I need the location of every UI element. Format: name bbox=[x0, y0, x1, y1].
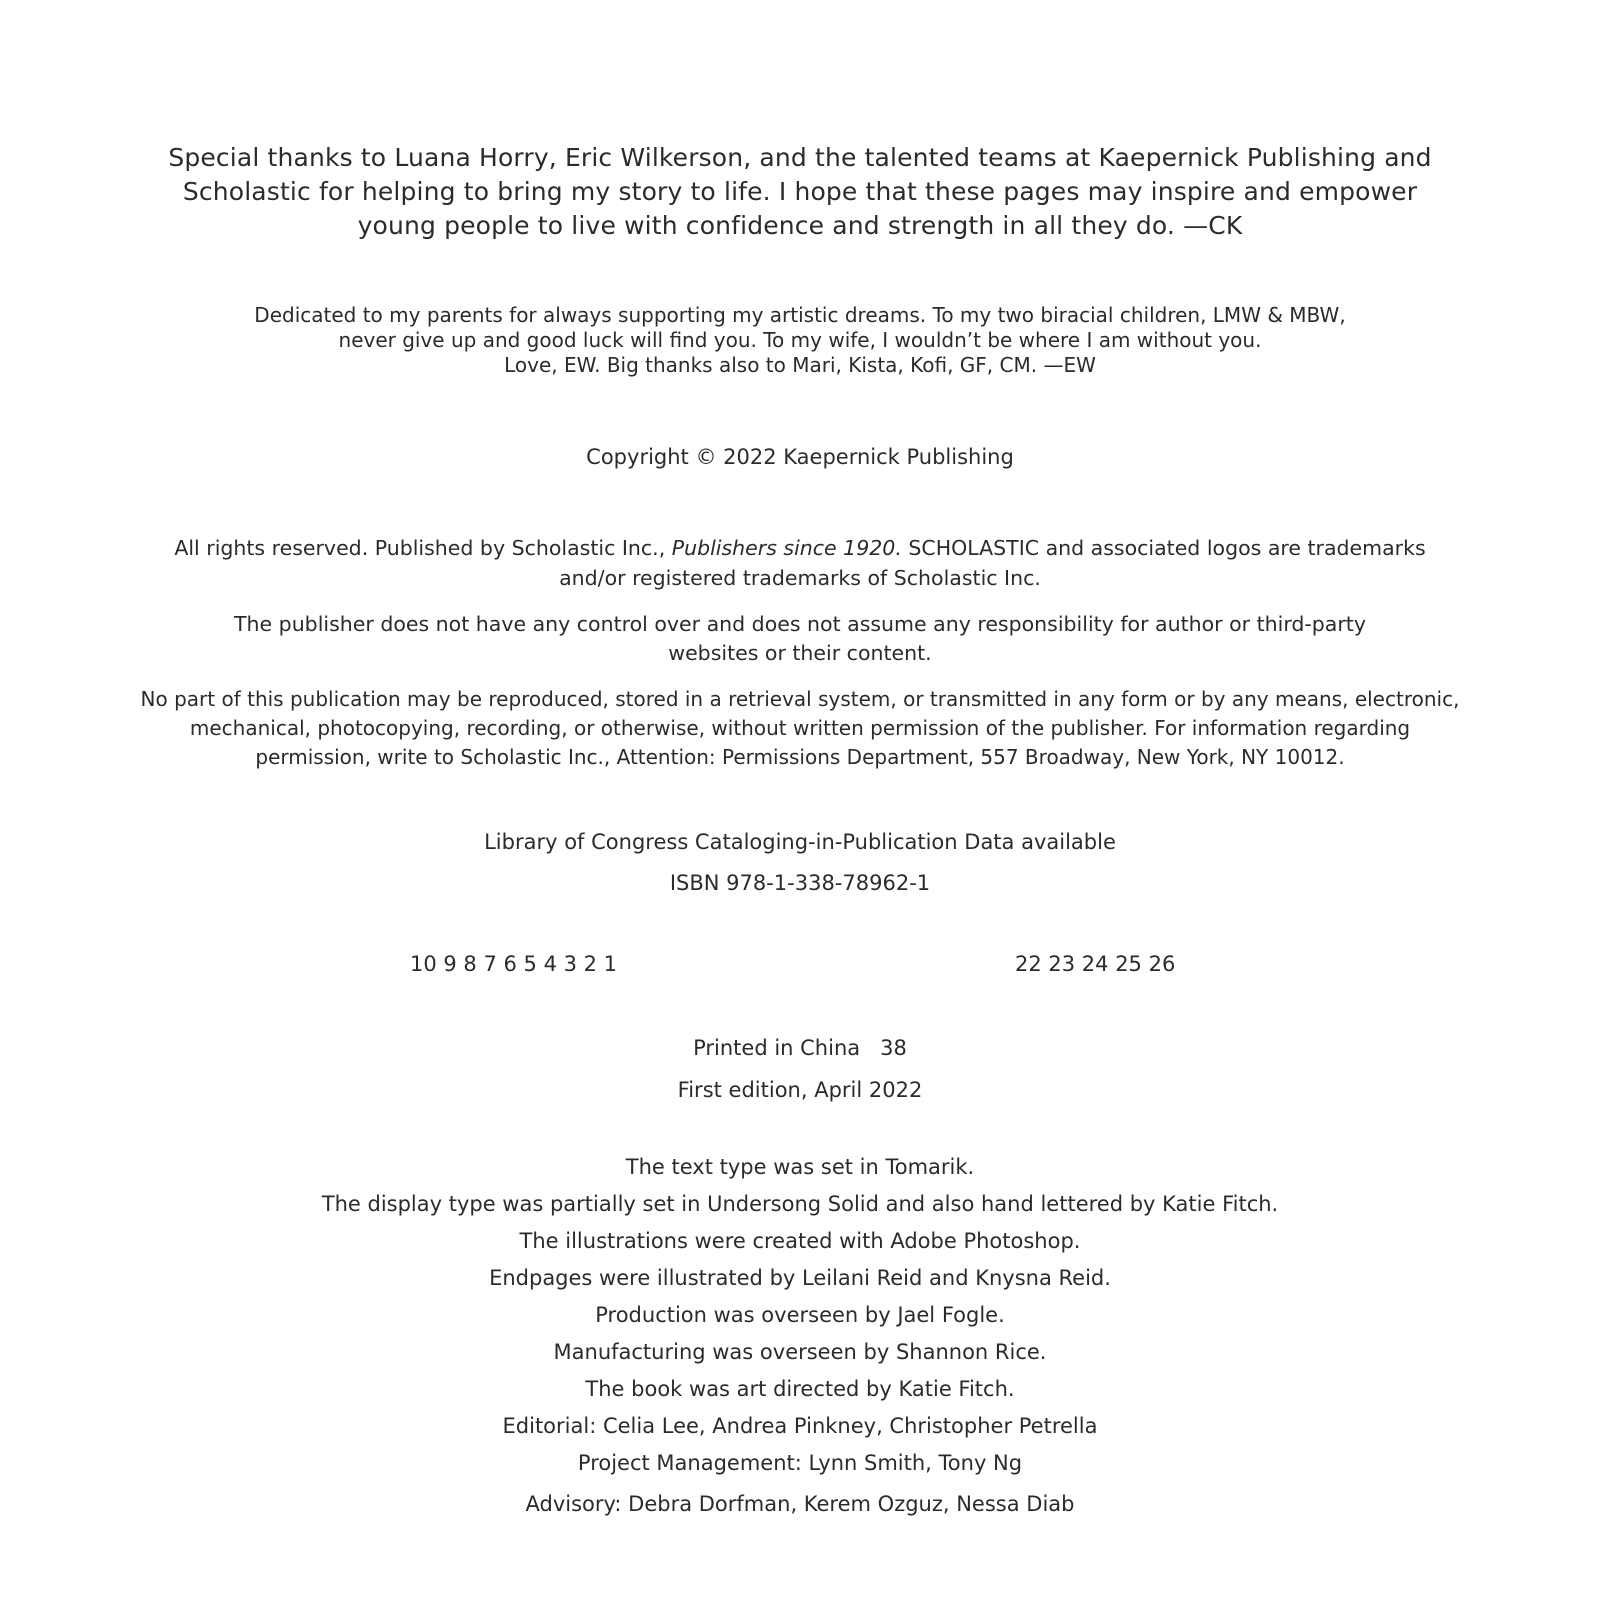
disclaimer-line-2: websites or their content. bbox=[668, 641, 932, 665]
dedication-line-2: never give up and good luck will find you. To my wife, I wouldn’t be where I am without you. bbox=[338, 328, 1262, 352]
disclaimer-line-1: The publisher does not have any control over and does not assume any responsibility for author or third-party bbox=[234, 612, 1366, 636]
credit-line-5: Production was overseen by Jael Fogle. bbox=[595, 1303, 1005, 1327]
isbn: ISBN 978-1-338-78962-1 bbox=[669, 871, 931, 895]
impression-numbers: 10 9 8 7 6 5 4 3 2 1 bbox=[410, 952, 618, 976]
credit-line-7: The book was art directed by Katie Fitch. bbox=[585, 1377, 1015, 1401]
credit-line-9: Project Management: Lynn Smith, Tony Ng bbox=[577, 1451, 1023, 1475]
rights-line-1-before: All rights reserved. Published by Scholastic Inc., bbox=[174, 536, 672, 560]
credit-line-8: Editorial: Celia Lee, Andrea Pinkney, Christopher Petrella bbox=[502, 1414, 1098, 1438]
library-cataloging: Library of Congress Cataloging-in-Publication Data available bbox=[484, 830, 1116, 854]
permissions-line-3: permission, write to Scholastic Inc., Attention: Permissions Department, 557 Broadway, New York, NY 10012. bbox=[255, 745, 1345, 769]
thanks-line-3: young people to live with confidence and strength in all they do. —CK bbox=[357, 211, 1243, 240]
credit-line-1: The text type was set in Tomarik. bbox=[625, 1155, 975, 1179]
permissions-line-2: mechanical, photocopying, recording, or otherwise, without written permission of the publisher. For information regarding bbox=[189, 716, 1411, 740]
edition: First edition, April 2022 bbox=[677, 1078, 923, 1102]
rights-line-1 bbox=[0, 536, 1600, 560]
credit-line-4: Endpages were illustrated by Leilani Reid and Knysna Reid. bbox=[489, 1266, 1111, 1290]
thanks-line-2: Scholastic for helping to bring my story to life. I hope that these pages may inspire and empower bbox=[182, 177, 1418, 206]
permissions-line-1: No part of this publication may be reproduced, stored in a retrieval system, or transmitted in any form or by any means, electronic, bbox=[140, 687, 1460, 711]
dedication-line-3: Love, EW. Big thanks also to Mari, Kista, Kofi, GF, CM. —EW bbox=[504, 353, 1096, 377]
credit-line-2: The display type was partially set in Undersong Solid and also hand lettered by Katie Fitch. bbox=[321, 1192, 1279, 1216]
rights-line-1-italic: Publishers since 1920. bbox=[671, 536, 902, 560]
copyright-notice: Copyright © 2022 Kaepernick Publishing bbox=[586, 445, 1014, 469]
year-numbers: 22 23 24 25 26 bbox=[1015, 952, 1176, 976]
thanks-line-1: Special thanks to Luana Horry, Eric Wilkerson, and the talented teams at Kaepernick Publishing and bbox=[168, 143, 1432, 172]
printed-in: Printed in China 38 bbox=[693, 1036, 907, 1060]
rights-line-1-after: SCHOLASTIC and associated logos are trademarks bbox=[901, 536, 1426, 560]
credit-line-10: Advisory: Debra Dorfman, Kerem Ozguz, Nessa Diab bbox=[525, 1492, 1075, 1516]
credit-line-3: The illustrations were created with Adobe Photoshop. bbox=[519, 1229, 1081, 1253]
rights-line-2: and/or registered trademarks of Scholastic Inc. bbox=[559, 566, 1041, 590]
credit-line-6: Manufacturing was overseen by Shannon Rice. bbox=[553, 1340, 1047, 1364]
dedication-line-1: Dedicated to my parents for always supporting my artistic dreams. To my two biracial children, LMW & MBW, bbox=[254, 303, 1346, 327]
